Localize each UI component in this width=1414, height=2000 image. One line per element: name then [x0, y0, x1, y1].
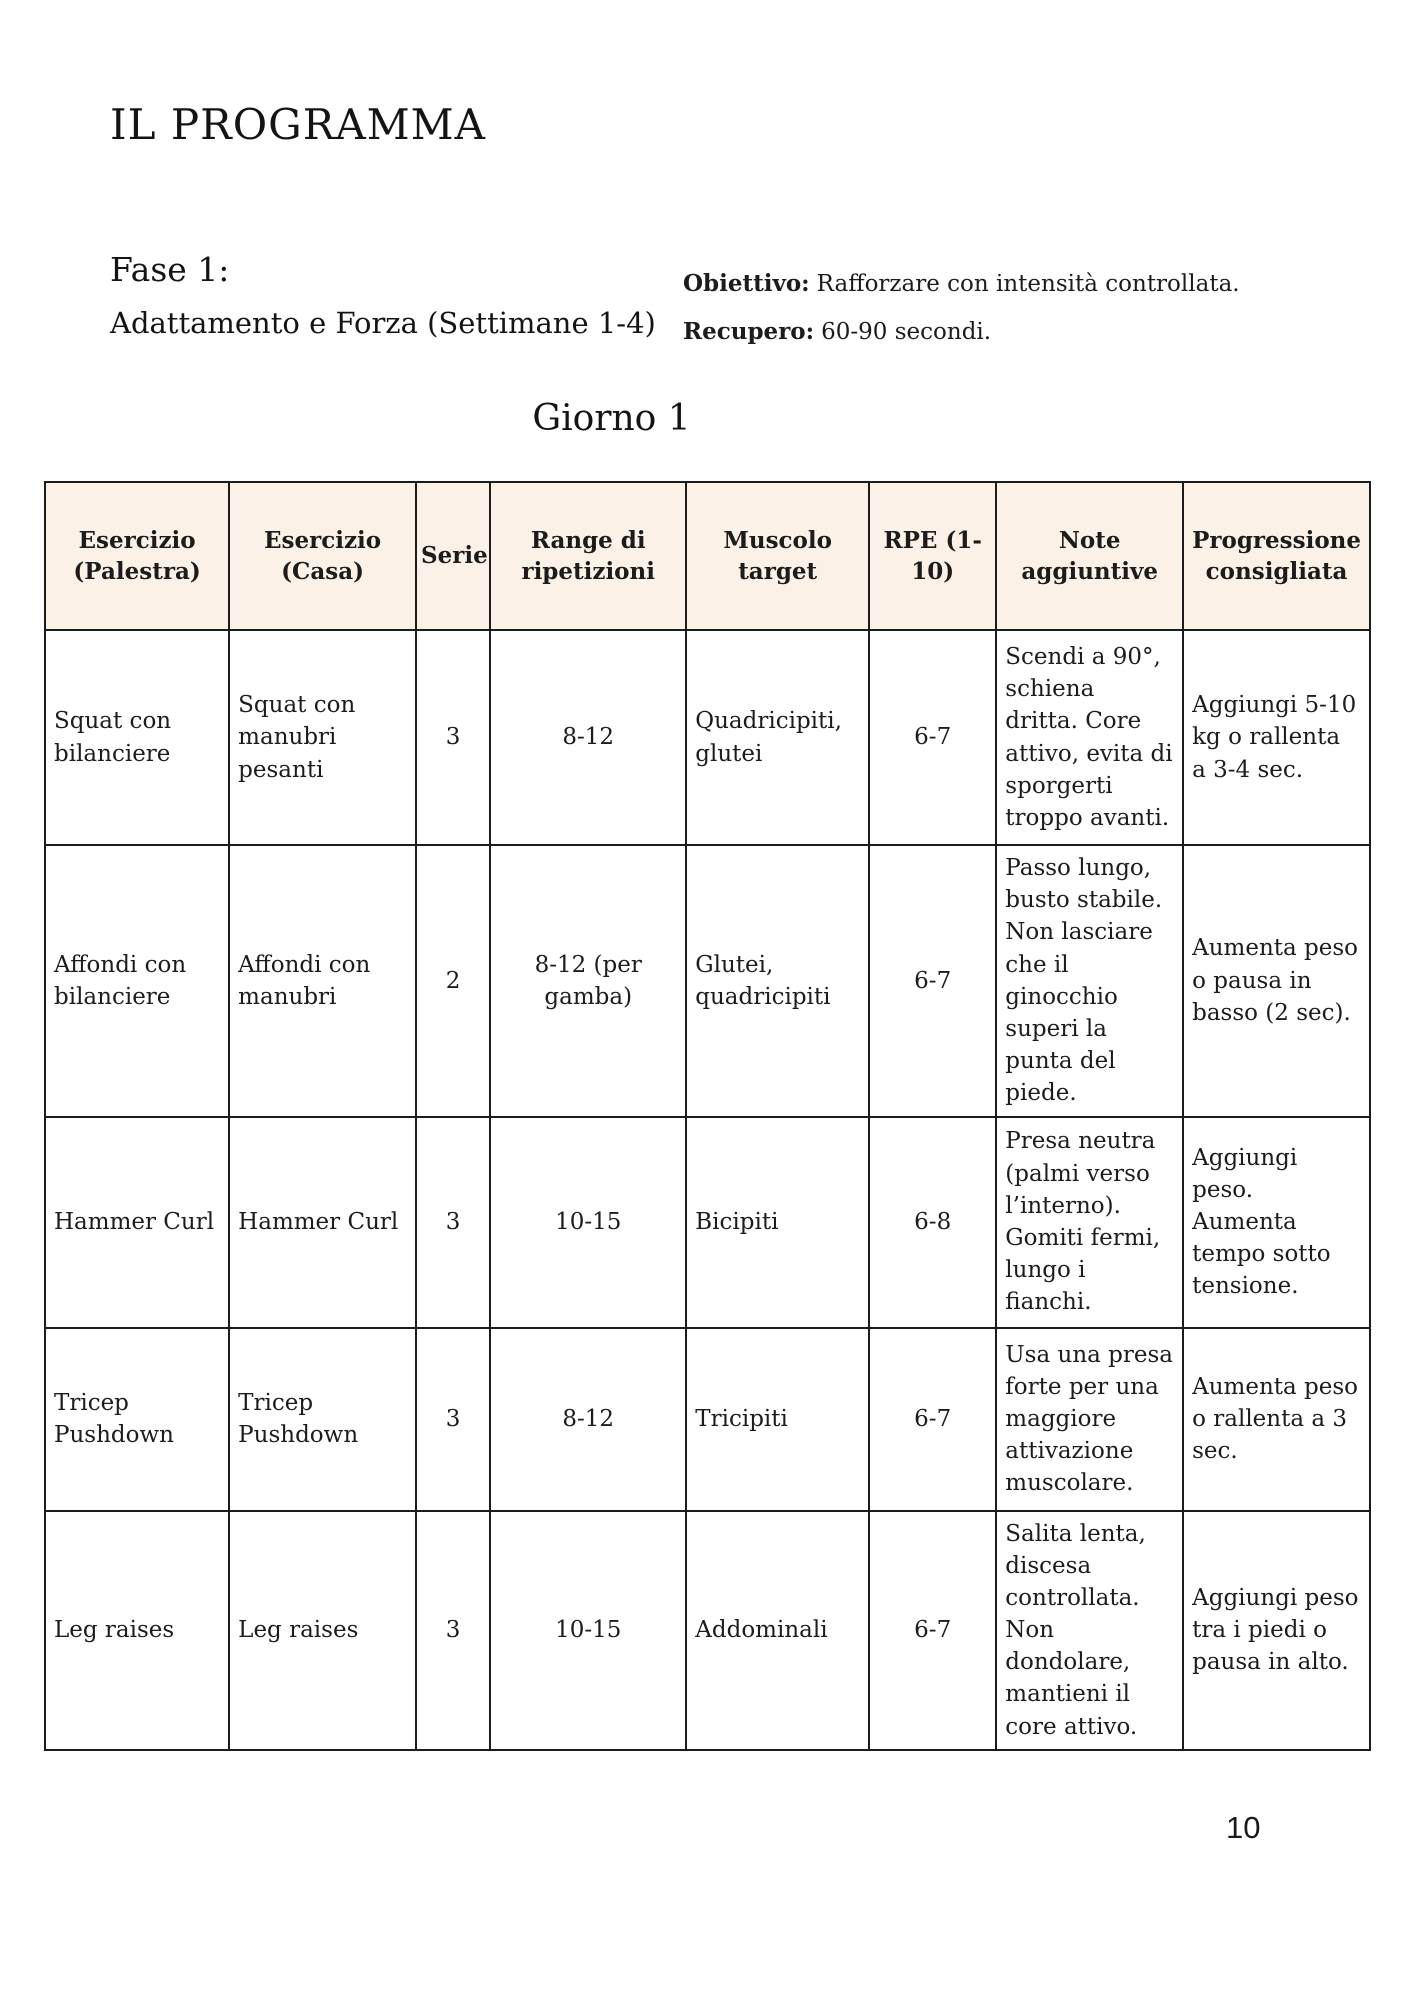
table-cell: Hammer Curl: [45, 1117, 229, 1328]
header-row: [45, 482, 1370, 630]
table-cell: Tricep Pushdown: [45, 1328, 229, 1511]
table-cell: Affondi con manubri: [229, 845, 416, 1117]
table-cell: 6-7: [869, 630, 996, 845]
column-header: Progressione consigliata: [1183, 482, 1370, 630]
table-cell: Aumenta peso o pausa in basso (2 sec).: [1183, 845, 1370, 1117]
table-cell: 3: [416, 630, 490, 845]
exercise-row: [45, 1328, 1370, 1511]
page-number: 10: [1226, 1810, 1261, 1845]
page-title: IL PROGRAMMA: [110, 100, 486, 149]
table-cell: 10-15: [490, 1117, 686, 1328]
table-cell: Affondi con bilanciere: [45, 845, 229, 1117]
table-cell: Tricep Pushdown: [229, 1328, 416, 1511]
table-cell: Aggiungi 5-10 kg o rallenta a 3-4 sec.: [1183, 630, 1370, 845]
recovery-label: Recupero:: [683, 318, 815, 345]
table-cell: Aggiungi peso. Aumenta tempo sotto tensione.: [1183, 1117, 1370, 1328]
exercise-table: [44, 481, 1371, 1751]
table-body: [45, 630, 1370, 1750]
column-header: Range di ripetizioni: [490, 482, 686, 630]
table-cell: 6-7: [869, 845, 996, 1117]
table-cell: 3: [416, 1511, 490, 1750]
objective-line: [683, 260, 1240, 308]
exercise-row: [45, 1511, 1370, 1750]
table-cell: 8-12: [490, 630, 686, 845]
table-cell: Presa neutra (palmi verso l’interno). Gomiti fermi, lungo i fianchi.: [996, 1117, 1183, 1328]
phase-title: Fase 1:: [110, 250, 230, 289]
table-cell: 3: [416, 1328, 490, 1511]
table-cell: Bicipiti: [686, 1117, 869, 1328]
table-cell: Glutei, quadricipiti: [686, 845, 869, 1117]
objective-label: Obiettivo:: [683, 270, 810, 297]
table-cell: Squat con bilanciere: [45, 630, 229, 845]
table-cell: Leg raises: [229, 1511, 416, 1750]
table-cell: 6-7: [869, 1511, 996, 1750]
table-cell: 10-15: [490, 1511, 686, 1750]
column-header: Serie: [416, 482, 490, 630]
table-cell: Squat con manubri pesanti: [229, 630, 416, 845]
table-cell: Quadricipiti, glutei: [686, 630, 869, 845]
column-header: Muscolo target: [686, 482, 869, 630]
table-cell: 6-8: [869, 1117, 996, 1328]
table-cell: Tricipiti: [686, 1328, 869, 1511]
column-header: Esercizio (Palestra): [45, 482, 229, 630]
table-cell: Passo lungo, busto stabile. Non lasciare che il ginocchio superi la punta del piede.: [996, 845, 1183, 1117]
exercise-row: [45, 1117, 1370, 1328]
column-header: RPE (1-10): [869, 482, 996, 630]
table-cell: 2: [416, 845, 490, 1117]
table-cell: 3: [416, 1117, 490, 1328]
table-cell: Hammer Curl: [229, 1117, 416, 1328]
exercise-row: [45, 845, 1370, 1117]
recovery-text: 60-90 secondi.: [821, 319, 992, 345]
exercise-row: [45, 630, 1370, 845]
table-cell: Addominali: [686, 1511, 869, 1750]
table-cell: Usa una presa forte per una maggiore attivazione muscolare.: [996, 1328, 1183, 1511]
column-header: Esercizio (Casa): [229, 482, 416, 630]
objective-text: Rafforzare con intensità controllata.: [816, 271, 1240, 297]
day-title: Giorno 1: [532, 398, 691, 439]
table-head: [45, 482, 1370, 630]
table-cell: Aumenta peso o rallenta a 3 sec.: [1183, 1328, 1370, 1511]
table-cell: Salita lenta, discesa controllata. Non dondolare, mantieni il core attivo.: [996, 1511, 1183, 1750]
table-cell: 6-7: [869, 1328, 996, 1511]
column-header: Note aggiuntive: [996, 482, 1183, 630]
table-cell: Aggiungi peso tra i piedi o pausa in alto.: [1183, 1511, 1370, 1750]
table-cell: 8-12 (per gamba): [490, 845, 686, 1117]
table-cell: Leg raises: [45, 1511, 229, 1750]
phase-subtitle: Adattamento e Forza (Settimane 1-4): [110, 306, 656, 340]
phase-info: [683, 260, 1240, 356]
table-cell: 8-12: [490, 1328, 686, 1511]
recovery-line: [683, 308, 1240, 356]
table-cell: Scendi a 90°, schiena dritta. Core attivo, evita di sporgerti troppo avanti.: [996, 630, 1183, 845]
